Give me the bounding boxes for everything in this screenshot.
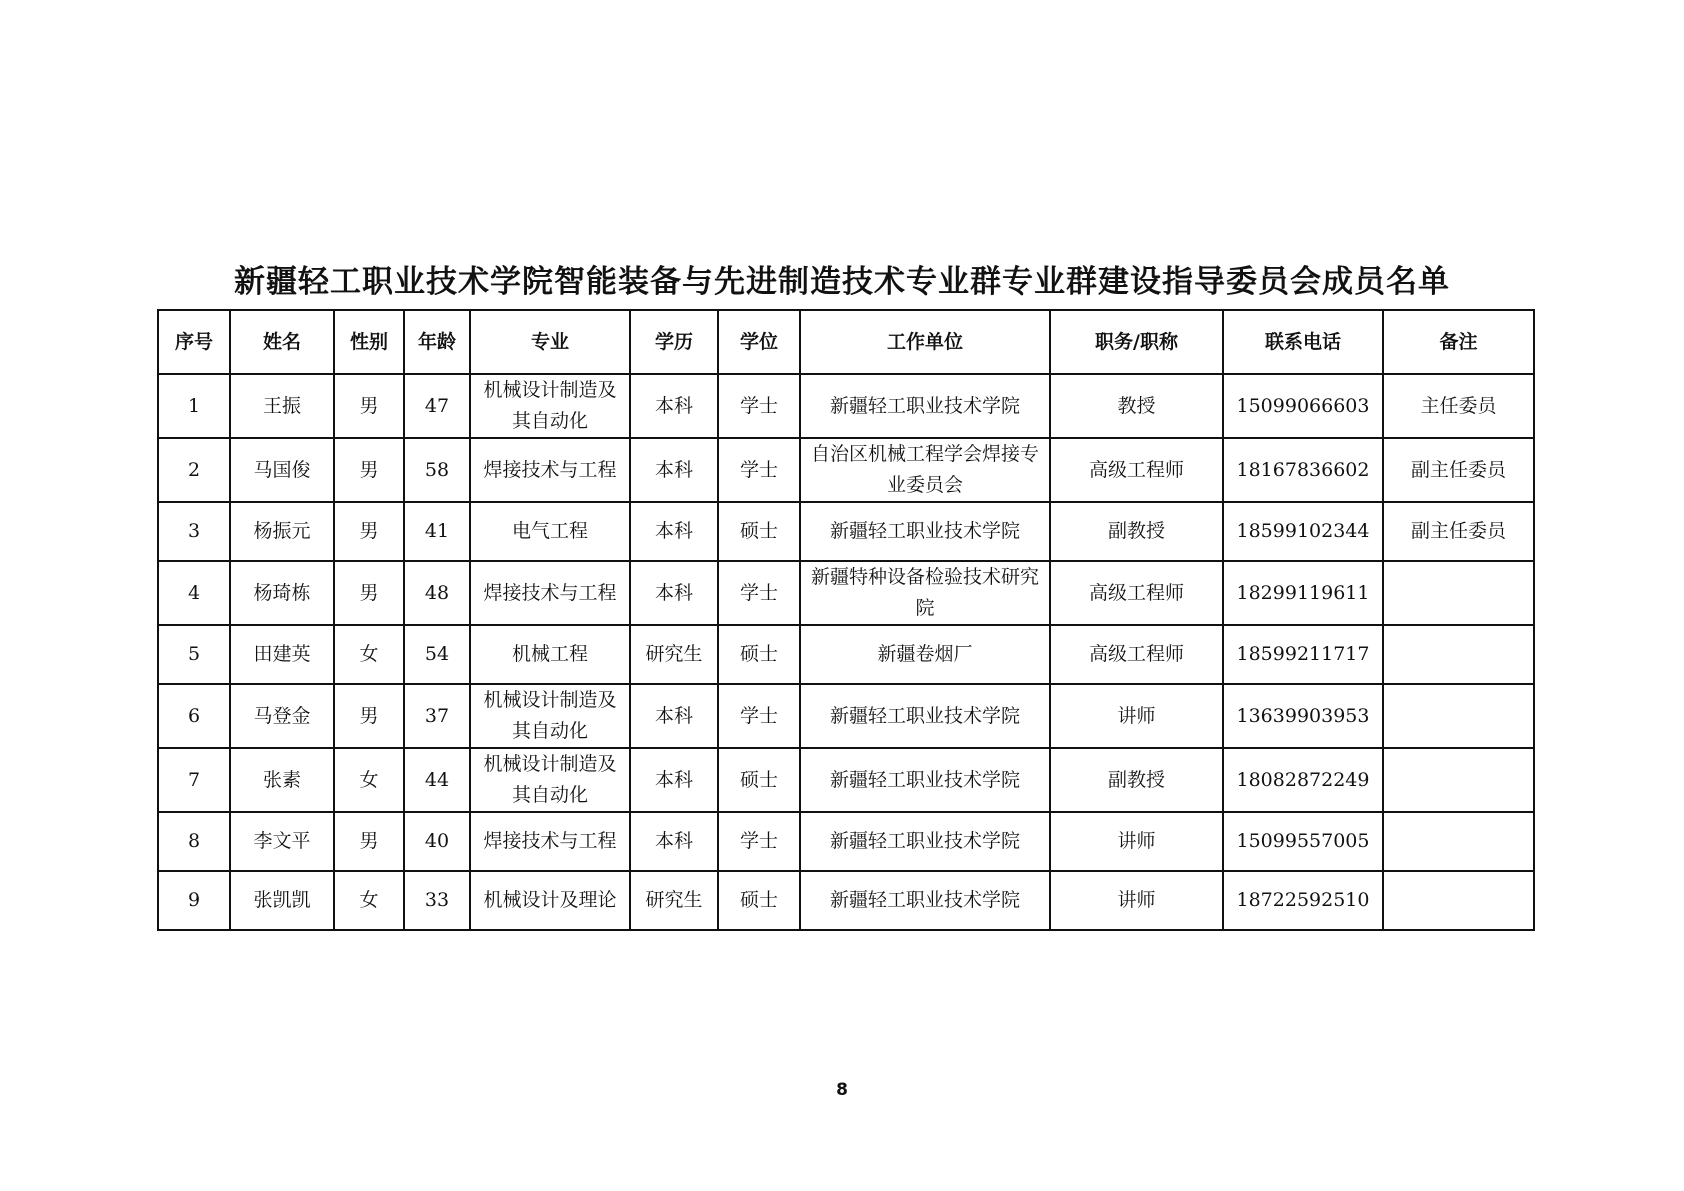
table-cell: 硕士 (718, 871, 800, 930)
table-cell: 54 (404, 625, 470, 684)
table-cell: 机械设计制造及其自动化 (470, 374, 630, 438)
table-cell: 44 (404, 748, 470, 812)
table-cell: 硕士 (718, 502, 800, 561)
table-cell: 男 (334, 502, 404, 561)
table-cell: 本科 (630, 438, 718, 502)
table-cell: 女 (334, 748, 404, 812)
table-cell: 18722592510 (1223, 871, 1383, 930)
table-cell (1383, 871, 1534, 930)
table-cell: 新疆特种设备检验技术研究院 (800, 561, 1050, 625)
table-cell: 18599102344 (1223, 502, 1383, 561)
header-cell: 职务/职称 (1050, 310, 1223, 374)
table-cell: 讲师 (1050, 871, 1223, 930)
header-cell: 备注 (1383, 310, 1534, 374)
table-cell: 新疆轻工职业技术学院 (800, 812, 1050, 871)
table-cell: 焊接技术与工程 (470, 561, 630, 625)
table-cell: 新疆轻工职业技术学院 (800, 871, 1050, 930)
table-cell: 男 (334, 438, 404, 502)
page-title: 新疆轻工职业技术学院智能装备与先进制造技术专业群专业群建设指导委员会成员名单 (234, 264, 1450, 300)
table-cell (1383, 625, 1534, 684)
table-row (158, 374, 1534, 438)
table-cell: 主任委员 (1383, 374, 1534, 438)
table-cell: 硕士 (718, 625, 800, 684)
table-cell: 5 (158, 625, 230, 684)
table-cell: 机械设计制造及其自动化 (470, 748, 630, 812)
table-cell: 研究生 (630, 625, 718, 684)
header-cell: 专业 (470, 310, 630, 374)
table-cell: 本科 (630, 502, 718, 561)
table-cell: 新疆卷烟厂 (800, 625, 1050, 684)
table-row (158, 502, 1534, 561)
table-cell: 8 (158, 812, 230, 871)
table-cell (1383, 748, 1534, 812)
table-cell: 本科 (630, 812, 718, 871)
table-cell: 硕士 (718, 748, 800, 812)
table-row (158, 561, 1534, 625)
table-cell: 58 (404, 438, 470, 502)
table-row (158, 625, 1534, 684)
table-cell: 马登金 (230, 684, 334, 748)
table-cell: 13639903953 (1223, 684, 1383, 748)
table-cell: 学士 (718, 374, 800, 438)
table-cell: 机械工程 (470, 625, 630, 684)
table-row (158, 871, 1534, 930)
table-cell: 18599211717 (1223, 625, 1383, 684)
table-cell: 3 (158, 502, 230, 561)
table-cell: 焊接技术与工程 (470, 812, 630, 871)
header-cell: 年龄 (404, 310, 470, 374)
header-cell: 学历 (630, 310, 718, 374)
table-cell: 本科 (630, 374, 718, 438)
table-cell: 2 (158, 438, 230, 502)
table-row (158, 812, 1534, 871)
table-cell: 张素 (230, 748, 334, 812)
table-cell: 学士 (718, 812, 800, 871)
table-cell: 机械设计及理论 (470, 871, 630, 930)
table-cell: 田建英 (230, 625, 334, 684)
header-cell: 序号 (158, 310, 230, 374)
table-cell: 高级工程师 (1050, 625, 1223, 684)
table-cell: 18082872249 (1223, 748, 1383, 812)
table-cell: 教授 (1050, 374, 1223, 438)
table-cell: 副教授 (1050, 502, 1223, 561)
table-cell: 47 (404, 374, 470, 438)
table-cell: 王振 (230, 374, 334, 438)
table-cell: 新疆轻工职业技术学院 (800, 748, 1050, 812)
table-cell: 男 (334, 374, 404, 438)
table-cell: 41 (404, 502, 470, 561)
table-cell (1383, 684, 1534, 748)
table-cell: 杨振元 (230, 502, 334, 561)
table-cell: 女 (334, 871, 404, 930)
table-body (158, 374, 1534, 930)
header-cell: 性别 (334, 310, 404, 374)
header-cell: 学位 (718, 310, 800, 374)
table-cell: 15099066603 (1223, 374, 1383, 438)
header-cell: 工作单位 (800, 310, 1050, 374)
table-cell: 副教授 (1050, 748, 1223, 812)
table-cell (1383, 812, 1534, 871)
table-cell: 新疆轻工职业技术学院 (800, 684, 1050, 748)
table-cell: 学士 (718, 561, 800, 625)
table-cell: 高级工程师 (1050, 561, 1223, 625)
table-cell: 机械设计制造及其自动化 (470, 684, 630, 748)
table-cell: 15099557005 (1223, 812, 1383, 871)
header-cell: 联系电话 (1223, 310, 1383, 374)
table-cell: 4 (158, 561, 230, 625)
table-row (158, 684, 1534, 748)
table-cell: 副主任委员 (1383, 502, 1534, 561)
table-cell: 焊接技术与工程 (470, 438, 630, 502)
table-cell: 讲师 (1050, 812, 1223, 871)
table-cell: 女 (334, 625, 404, 684)
table-cell: 副主任委员 (1383, 438, 1534, 502)
table-cell: 新疆轻工职业技术学院 (800, 374, 1050, 438)
table-cell: 李文平 (230, 812, 334, 871)
member-table (157, 309, 1535, 931)
table-cell: 学士 (718, 438, 800, 502)
table-row (158, 748, 1534, 812)
table-cell: 张凯凯 (230, 871, 334, 930)
table-cell: 7 (158, 748, 230, 812)
table-header-row (158, 310, 1534, 374)
table-cell: 自治区机械工程学会焊接专业委员会 (800, 438, 1050, 502)
page-number: 8 (836, 1080, 848, 1100)
table-cell: 48 (404, 561, 470, 625)
table-cell: 18299119611 (1223, 561, 1383, 625)
table-cell: 马国俊 (230, 438, 334, 502)
table-cell: 讲师 (1050, 684, 1223, 748)
table-cell (1383, 561, 1534, 625)
table-cell: 男 (334, 812, 404, 871)
table-cell: 男 (334, 561, 404, 625)
header-cell: 姓名 (230, 310, 334, 374)
table-row (158, 438, 1534, 502)
table-cell: 37 (404, 684, 470, 748)
table-cell: 18167836602 (1223, 438, 1383, 502)
table-cell: 杨琦栋 (230, 561, 334, 625)
table-cell: 9 (158, 871, 230, 930)
table-cell: 本科 (630, 748, 718, 812)
table-cell: 电气工程 (470, 502, 630, 561)
table-cell: 1 (158, 374, 230, 438)
table-cell: 高级工程师 (1050, 438, 1223, 502)
table-cell: 研究生 (630, 871, 718, 930)
table-cell: 新疆轻工职业技术学院 (800, 502, 1050, 561)
table-cell: 学士 (718, 684, 800, 748)
table-cell: 6 (158, 684, 230, 748)
table-cell: 本科 (630, 561, 718, 625)
table-cell: 40 (404, 812, 470, 871)
table-cell: 33 (404, 871, 470, 930)
table-cell: 本科 (630, 684, 718, 748)
table-cell: 男 (334, 684, 404, 748)
